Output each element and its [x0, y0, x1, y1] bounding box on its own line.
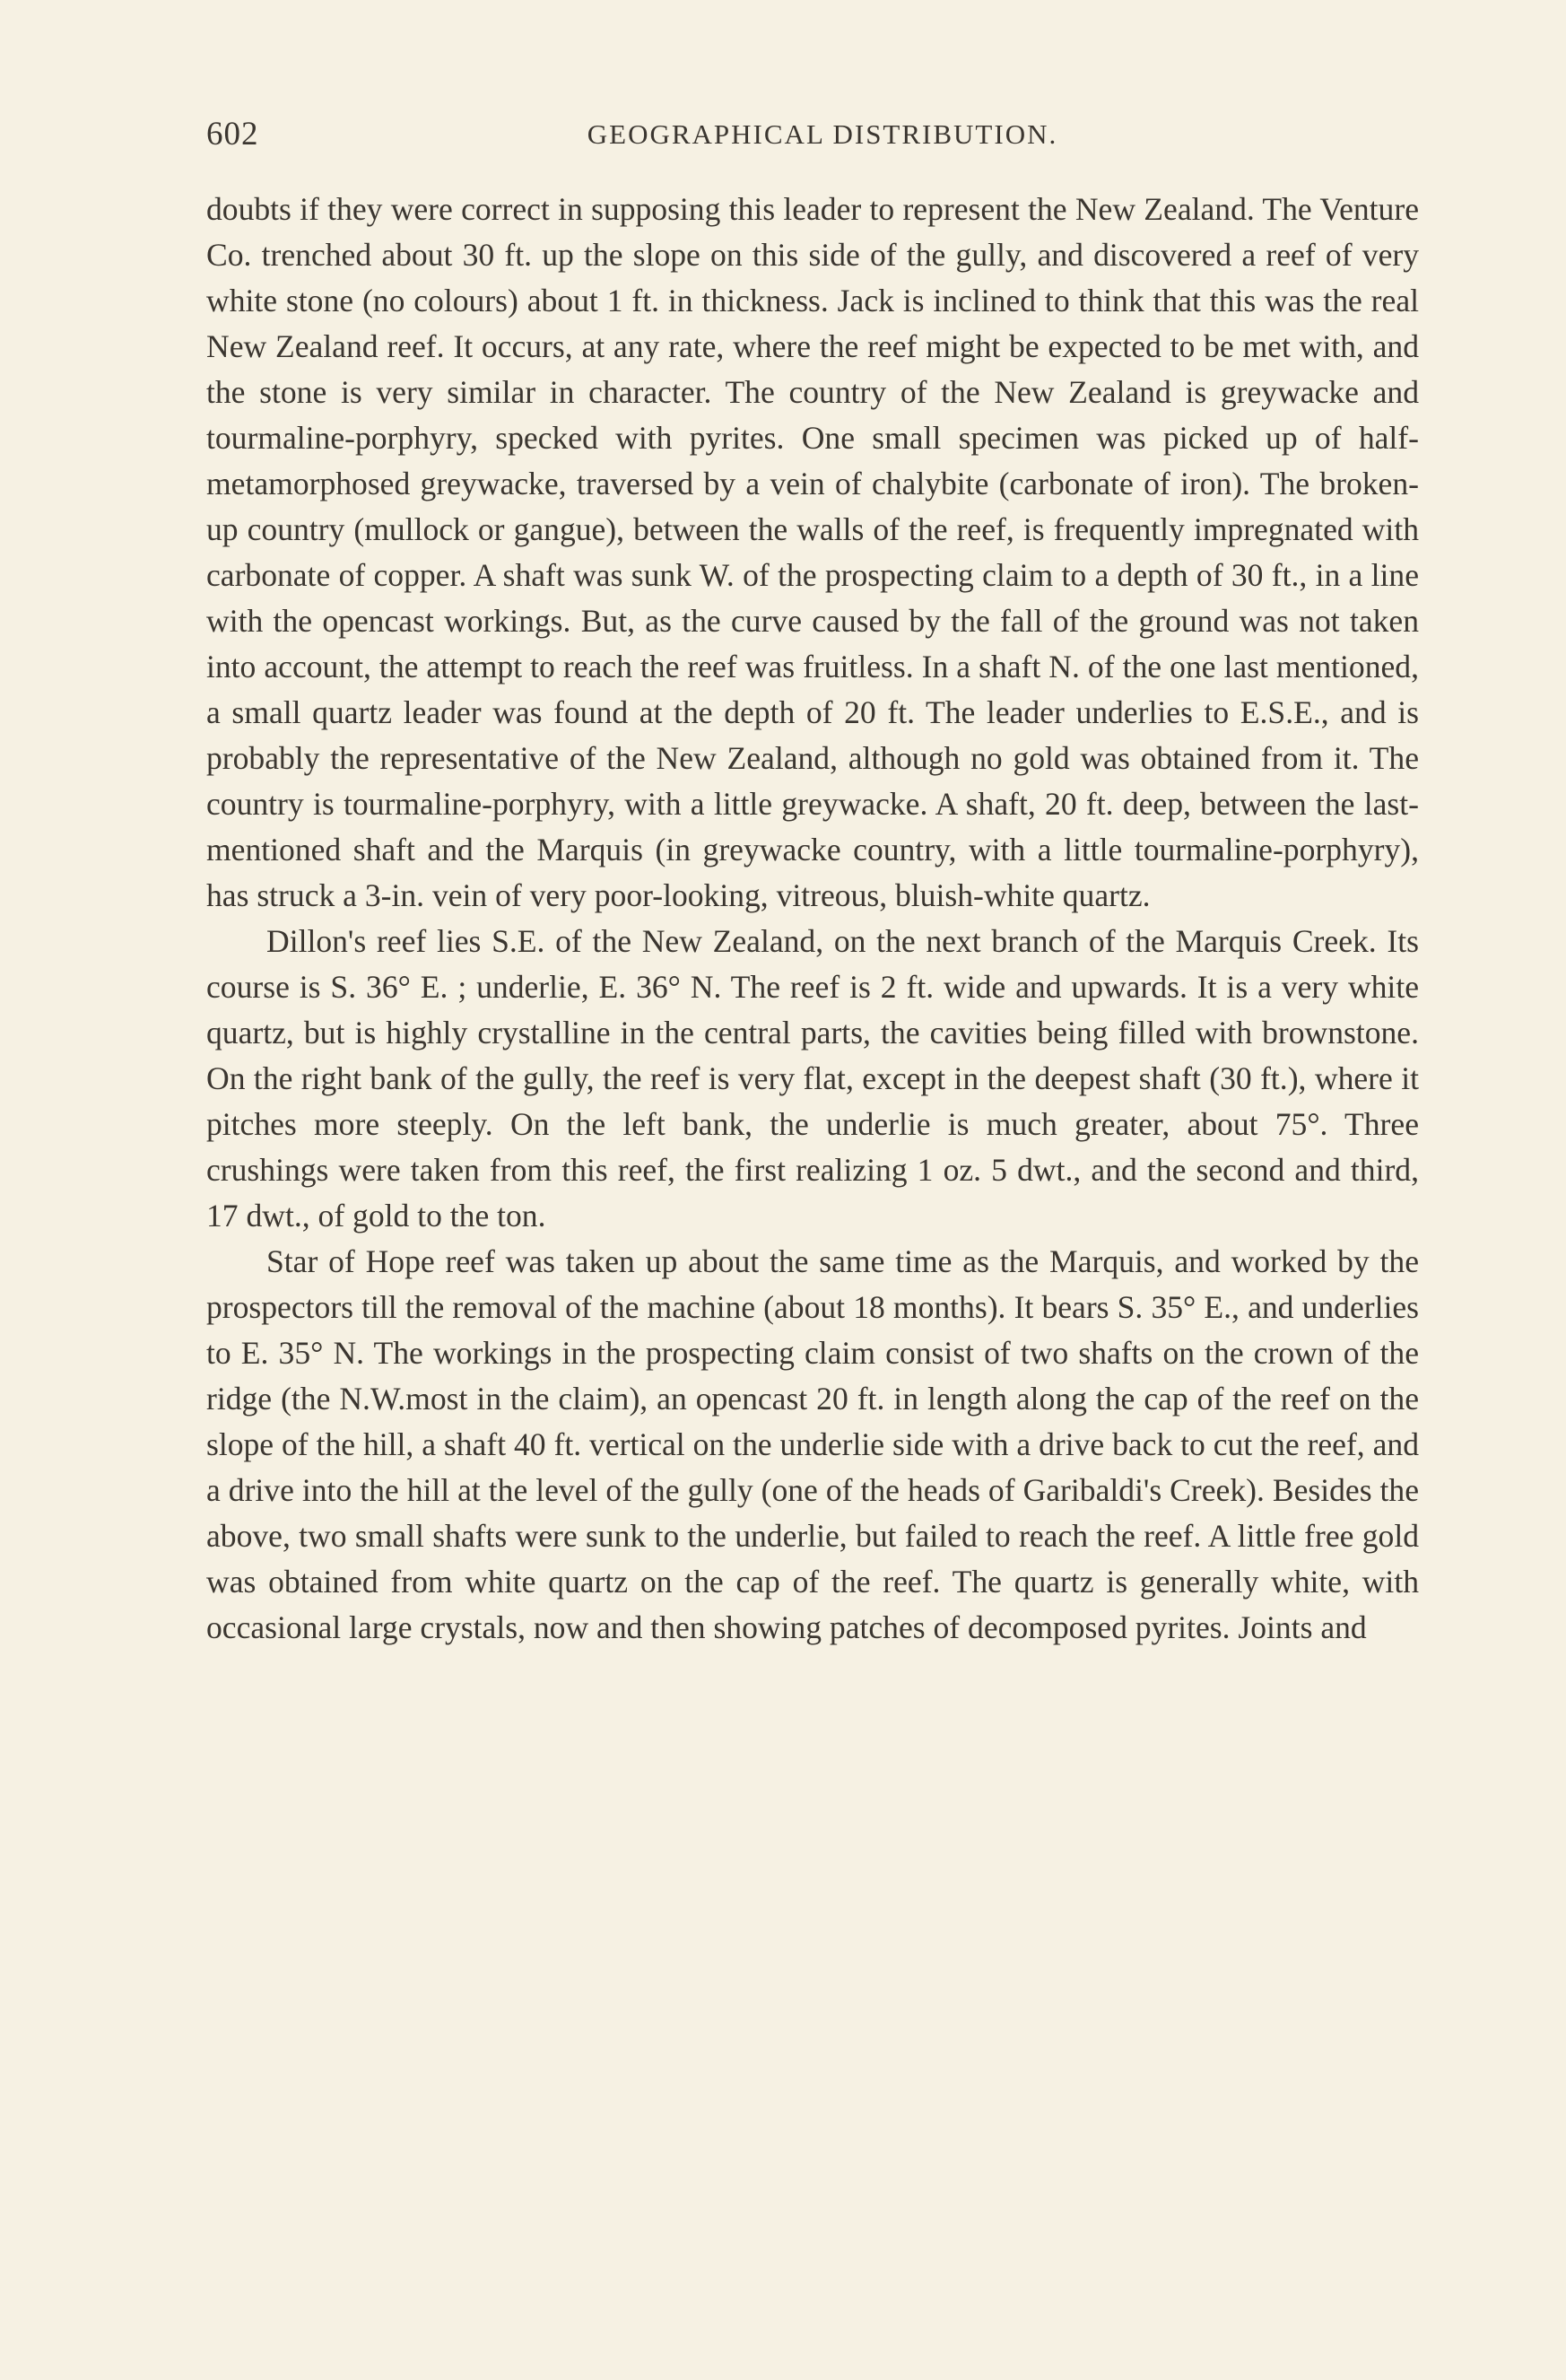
text-body: [206, 187, 1419, 1651]
running-title: GEOGRAPHICAL DISTRIBUTION.: [587, 118, 1058, 150]
page-number: 602: [206, 116, 259, 153]
paragraph-dillons-reef: Dillon's reef lies S.E. of the New Zealand, on the next branch of the Marquis Creek. Its course is S. 36° E. ; underlie, E. 36° N. The reef is 2 ft. wide and upwards. It is a very white quartz, but is highly crystalline in the central parts, the cavities being filled with brownstone. On the right bank of the gully, the reef is very flat, except in the deepest shaft (30 ft.), where it pitches more steeply. On the left bank, the underlie is much greater, about 75°. Three crushings were taken from this reef, the first realizing 1 oz. 5 dwt., and the second and third, 17 dwt., of gold to the ton.: [206, 923, 1419, 1234]
paragraph-new-zealand-reef: doubts if they were correct in supposing this leader to represent the New Zealand. The Venture Co. trenched about 30 ft. up the slope on this side of the gully, and discovered a reef of very white stone (no colours) about 1 ft. in thickness. Jack is inclined to think that this was the real New Zealand reef. It occurs, at any rate, where the reef might be expected to be met with, and the stone is very similar in character. The country of the New Zealand is greywacke and tourmaline-porphyry, specked with pyrites. One small specimen was picked up of half-metamorphosed greywacke, traversed by a vein of chalybite (carbonate of iron). The broken-up country (mullock or gangue), between the walls of the reef, is frequently impregnated with carbonate of copper. A shaft was sunk W. of the prospecting claim to a depth of 30 ft., in a line with the opencast workings. But, as the curve caused by the fall of the ground was not taken into account, the attempt to reach the reef was fruitless. In a shaft N. of the one last mentioned, a small quartz leader was found at the depth of 20 ft. The leader underlies to E.S.E., and is probably the representative of the New Zealand, although no gold was obtained from it. The country is tourmaline-porphyry, with a little greywacke. A shaft, 20 ft. deep, between the last-mentioned shaft and the Marquis (in greywacke country, with a little tourmaline-porphyry), has struck a 3-in. vein of very poor-looking, vitreous, bluish-white quartz.: [206, 191, 1419, 913]
page-header: [206, 115, 1419, 160]
paragraph-star-of-hope-reef: Star of Hope reef was taken up about the same time as the Marquis, and worked by the prospectors till the removal of the machine (about 18 months). It bears S. 35° E., and underlies to E. 35° N. The workings in the prospecting claim consist of two shafts on the crown of the ridge (the N.W.most in the claim), an opencast 20 ft. in length along the cap of the reef on the slope of the hill, a shaft 40 ft. vertical on the underlie side with a drive back to cut the reef, and a drive into the hill at the level of the gully (one of the heads of Garibaldi's Creek). Besides the above, two small shafts were sunk to the underlie, but failed to reach the reef. A little free gold was obtained from white quartz on the cap of the reef. The quartz is generally white, with occasional large crystals, now and then showing patches of decomposed pyrites. Joints and: [206, 1243, 1419, 1645]
